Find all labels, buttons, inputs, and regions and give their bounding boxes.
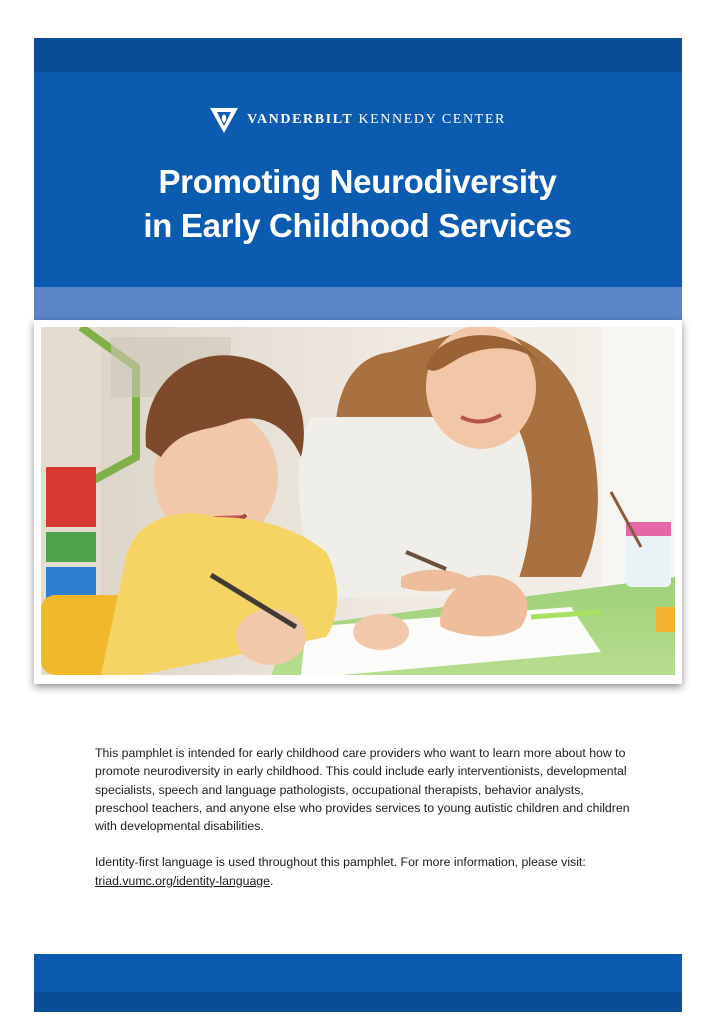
identity-language-paragraph — [95, 853, 635, 890]
header-light-band — [34, 287, 682, 320]
child-and-teacher-drawing-photo — [41, 327, 675, 675]
link-suffix: . — [270, 873, 274, 888]
logo-text-kennedy-center: KENNEDY CENTER — [358, 112, 506, 127]
body-text — [95, 744, 635, 908]
identity-language-text: Identity-first language is used throughout this pamphlet. For more information, please visit: — [95, 855, 586, 870]
vanderbilt-v-oak-leaf-icon — [209, 106, 239, 134]
logo-text-vanderbilt: VANDERBILT — [247, 112, 354, 127]
identity-language-link[interactable]: triad.vumc.org/identity-language — [95, 873, 270, 888]
vanderbilt-kennedy-center-logo — [0, 106, 715, 139]
page-title — [0, 160, 715, 248]
title-line-2: in Early Childhood Services — [143, 207, 572, 244]
title-line-1: Promoting Neurodiversity — [158, 163, 557, 200]
intro-paragraph: This pamphlet is intended for early childhood care providers who want to learn more about how to promote neurodiversity in early childhood. This could include early interventionists, developmental specialists, speech and language pathologists, occupational therapists, behavior analysts, preschool teachers, and anyone else who provides services to young autistic children and children with developmental disabilities. — [95, 746, 630, 834]
top-dark-strip — [34, 38, 682, 72]
photo-frame — [34, 320, 682, 684]
footer-dark-strip — [34, 992, 682, 1012]
footer-band — [34, 954, 682, 992]
